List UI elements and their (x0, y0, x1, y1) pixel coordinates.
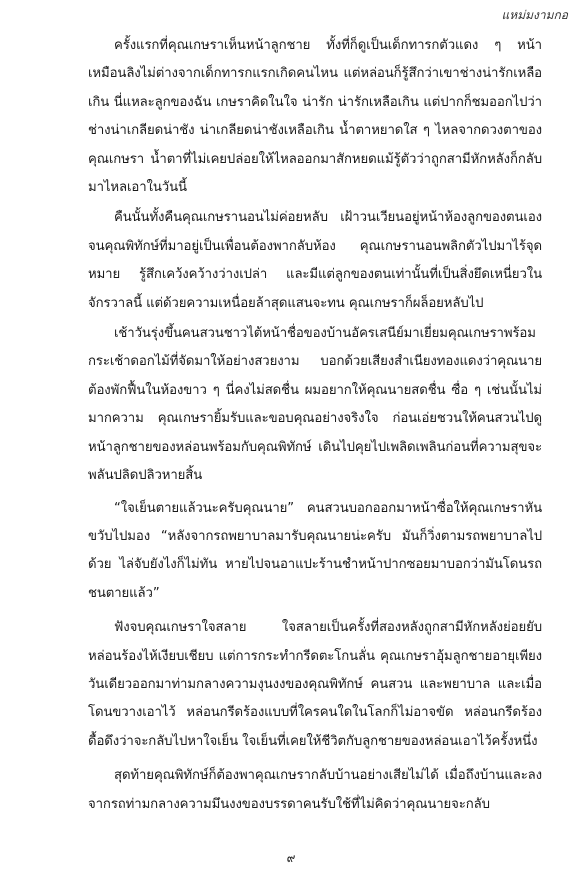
running-header: แหม่มงามกอ (501, 8, 568, 22)
page-number: ๙ (286, 851, 296, 865)
paragraph: ครั้งแรกที่คุณเกษราเห็นหน้าลูกชาย ทั้งที่ก็ดูเป็นเด็กทารกตัวแดง ๆ หน้าเหมือนลิงไม่ต่างจากเด็กทารกแรกเกิดคนไหน แต่หล่อนก็รู้สึกว่าเขาช่างน่ารักเหลือเกิน นี่แหละลูกของฉัน เกษราคิดในใจ น่ารัก น่ารักเหลือเกิน แต่ปากก็ชมออกไปว่าช่างน่าเกลียดน่าชัง น่าเกลียดน่าชังเหลือเกิน น้ำตาหยาดใส ๆ ไหลจากดวงตาของคุณเกษรา น้ำตาที่ไม่เคยปล่อยให้ไหลออกมาสักหยดแม้รู้ตัวว่าถูกสามีหักหลังก็กลับมาไหลเอาในวันนี้ (88, 38, 542, 196)
paragraph: ฟังจบคุณเกษราใจสลาย ใจสลายเป็นครั้งที่สองหลังถูกสามีหักหลังย่อยยับ หล่อนร้องไห้เงียบเชียบ แต่การกระทำกรีดตะโกนลั่น คุณเกษราอุ้มลูกชายอายุเพียงวันเดียวออกมาท่ามกลางความงุนงงของคุณพิทักษ์ คนสวน และพยาบาล และเมื่อโดนขวางเอาไว้ หล่อนกรีดร้องแบบที่ใครคนใดในโลกก็ไม่อาจขัด หล่อนกรีดร้องดื้อดึงว่าจะกลับไปหาใจเย็น ใจเย็นที่เคยให้ชีวิตกับลูกชายของหล่อนเอาไว้ครั้งหนึ่ง (88, 620, 542, 749)
body-text (88, 32, 542, 825)
paragraph: คืนนั้นทั้งคืนคุณเกษรานอนไม่ค่อยหลับ เฝ้าวนเวียนอยู่หน้าห้องลูกของตนเองจนคุณพิทักษ์ที่มาอยู่เป็นเพื่อนต้องพากลับห้อง คุณเกษรานอนพลิกตัวไปมาไร้จุดหมาย รู้สึกเคว้งคว้างว่างเปล่า และมีแต่ลูกของตนเท่านั้นที่เป็นสิ่งยึดเหนี่ยวในจักรวาลนี้ แต่ด้วยความเหนื่อยล้าสุดแสนจะทน คุณเกษราก็ผล็อยหลับไป (88, 210, 542, 311)
paragraph: “ใจเย็นตายแล้วนะครับคุณนาย” คนสวนบอกออกมาหน้าซื่อให้คุณเกษราหันขวับไปมอง “หลังจากรถพยาบาลมารับคุณนายน่ะครับ มันก็วิ่งตามรถพยาบาลไปด้วย ไล่จับยังไงก็ไม่ทัน หายไปจนอาแปะร้านชำหน้าปากซอยมาบอกว่ามันโดนรถชนตายแล้ว” (88, 500, 542, 601)
paragraph: สุดท้ายคุณพิทักษ์ก็ต้องพาคุณเกษรากลับบ้านอย่างเสียไม่ได้ เมื่อถึงบ้านและลงจากรถท่ามกลางความมึนงงของบรรดาคนรับใช้ที่ไม่คิดว่าคุณนายจะกลับ (88, 768, 542, 812)
paragraph: เช้าวันรุ่งขึ้นคนสวนชาวไต้หน้าชื่อของบ้านอัครเสนีย์มาเยี่ยมคุณเกษราพร้อมกระเช้าดอกไม้ที่จัดมาให้อย่างสวยงาม บอกด้วยเสียงสำเนียงทองแดงว่าคุณนายต้องพักฟื้นในห้องขาว ๆ นี่คงไม่สดชื่น ผมอยากให้คุณนายสดชื่น ซื่อ ๆ เช่นนั้นไม่มากความ คุณเกษรายิ้มรับและขอบคุณอย่างจริงใจ ก่อนเอ่ยชวนให้คนสวนไปดูหน้าลูกชายของหล่อนพร้อมกับคุณพิทักษ์ เดินไปคุยไปเพลิดเพลินก่อนที่ความสุขจะพลันปลิดปลิวหายสิ้น (88, 326, 542, 484)
